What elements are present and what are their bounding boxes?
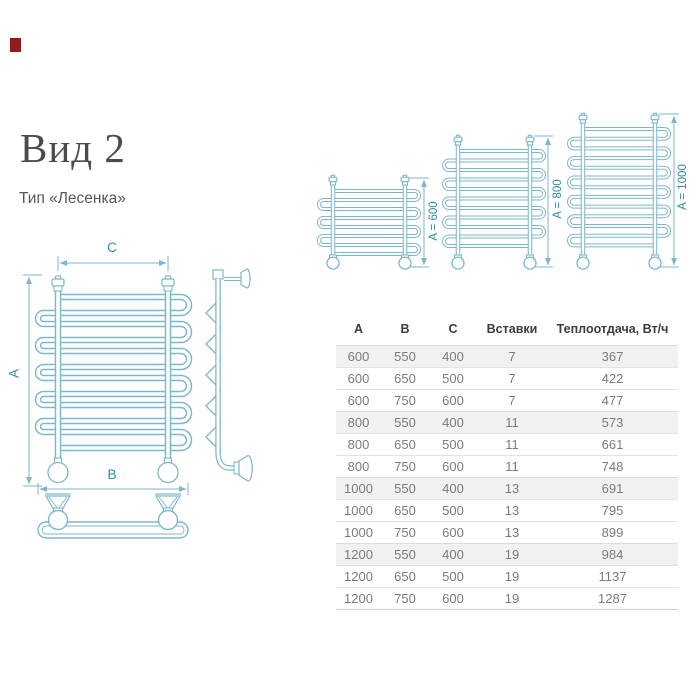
table-cell: 422 — [547, 368, 678, 390]
table-row — [336, 500, 678, 522]
table-cell: 600 — [429, 588, 477, 610]
table-cell: 573 — [547, 412, 678, 434]
table-cell: 11 — [477, 434, 547, 456]
table-cell: 600 — [336, 390, 381, 412]
table-cell: 750 — [381, 390, 429, 412]
table-cell: 500 — [429, 368, 477, 390]
col-header-c: C — [448, 322, 458, 336]
table-row — [336, 412, 678, 434]
size-variant-600-drawing — [319, 175, 419, 269]
table-cell: 984 — [547, 544, 678, 566]
table-cell: 650 — [381, 368, 429, 390]
dim-label-c: C — [107, 240, 117, 255]
bottom-view-drawing — [38, 494, 188, 538]
table-cell: 800 — [336, 456, 381, 478]
table-cell: 400 — [429, 412, 477, 434]
table-row — [336, 566, 678, 588]
table-cell: 550 — [381, 412, 429, 434]
table-cell: 600 — [429, 522, 477, 544]
table-cell: 400 — [429, 346, 477, 368]
table-cell: 11 — [477, 456, 547, 478]
table-row — [336, 478, 678, 500]
spec-table — [336, 316, 678, 610]
page-subtitle: Тип «Лесенка» — [19, 190, 126, 207]
table-cell: 400 — [429, 544, 477, 566]
table-cell: 500 — [429, 566, 477, 588]
table-cell: 600 — [336, 346, 381, 368]
table-cell: 750 — [381, 456, 429, 478]
table-cell: 19 — [477, 566, 547, 588]
table-cell: 650 — [381, 566, 429, 588]
table-cell: 7 — [477, 346, 547, 368]
table-cell: 691 — [547, 478, 678, 500]
table-cell: 899 — [547, 522, 678, 544]
table-cell: 600 — [429, 390, 477, 412]
col-header-inserts: Вставки — [486, 322, 538, 336]
table-cell: 7 — [477, 368, 547, 390]
dim-label-a: A — [6, 369, 22, 379]
table-row — [336, 456, 678, 478]
dim-label-b: B — [107, 467, 117, 482]
table-cell: 1137 — [547, 566, 678, 588]
table-row — [336, 346, 678, 368]
table-row — [336, 544, 678, 566]
side-view-drawing — [206, 269, 252, 481]
table-cell: 1000 — [336, 522, 381, 544]
table-cell: 7 — [477, 390, 547, 412]
table-cell: 11 — [477, 412, 547, 434]
table-cell: 800 — [336, 434, 381, 456]
dim-label-a600: A = 600 — [428, 201, 440, 241]
table-cell: 1200 — [336, 588, 381, 610]
table-cell: 1200 — [336, 544, 381, 566]
table-cell: 1000 — [336, 478, 381, 500]
table-cell: 650 — [381, 500, 429, 522]
table-cell: 550 — [381, 478, 429, 500]
table-cell: 13 — [477, 478, 547, 500]
table-cell: 500 — [429, 434, 477, 456]
table-cell: 550 — [381, 346, 429, 368]
table-cell: 550 — [381, 544, 429, 566]
table-cell: 600 — [336, 368, 381, 390]
size-variant-800-drawing — [444, 135, 544, 269]
table-cell: 1287 — [547, 588, 678, 610]
size-variant-1000-drawing — [569, 113, 669, 269]
table-cell: 795 — [547, 500, 678, 522]
table-cell: 19 — [477, 544, 547, 566]
table-cell: 650 — [381, 434, 429, 456]
table-cell: 800 — [336, 412, 381, 434]
table-cell: 750 — [381, 522, 429, 544]
table-header-row — [336, 316, 678, 346]
table-cell: 500 — [429, 500, 477, 522]
table-cell: 13 — [477, 522, 547, 544]
table-row — [336, 434, 678, 456]
dim-label-a800: A = 800 — [552, 179, 564, 219]
table-row — [336, 390, 678, 412]
table-cell: 1000 — [336, 500, 381, 522]
front-view-drawing — [38, 276, 189, 483]
table-cell: 400 — [429, 478, 477, 500]
table-cell: 600 — [429, 456, 477, 478]
table-cell: 748 — [547, 456, 678, 478]
dim-label-a1000: A = 1000 — [677, 164, 689, 210]
table-row — [336, 368, 678, 390]
table-row — [336, 588, 678, 610]
table-cell: 367 — [547, 346, 678, 368]
table-cell: 1200 — [336, 566, 381, 588]
table-cell: 477 — [547, 390, 678, 412]
table-row — [336, 522, 678, 544]
col-header-b: B — [400, 322, 410, 336]
table-cell: 19 — [477, 588, 547, 610]
col-header-heat: Теплоотдача, Вт/ч — [556, 322, 669, 336]
table-cell: 661 — [547, 434, 678, 456]
table-cell: 13 — [477, 500, 547, 522]
table-cell: 750 — [381, 588, 429, 610]
page-title: Вид 2 — [20, 125, 126, 171]
col-header-a: A — [353, 322, 364, 336]
